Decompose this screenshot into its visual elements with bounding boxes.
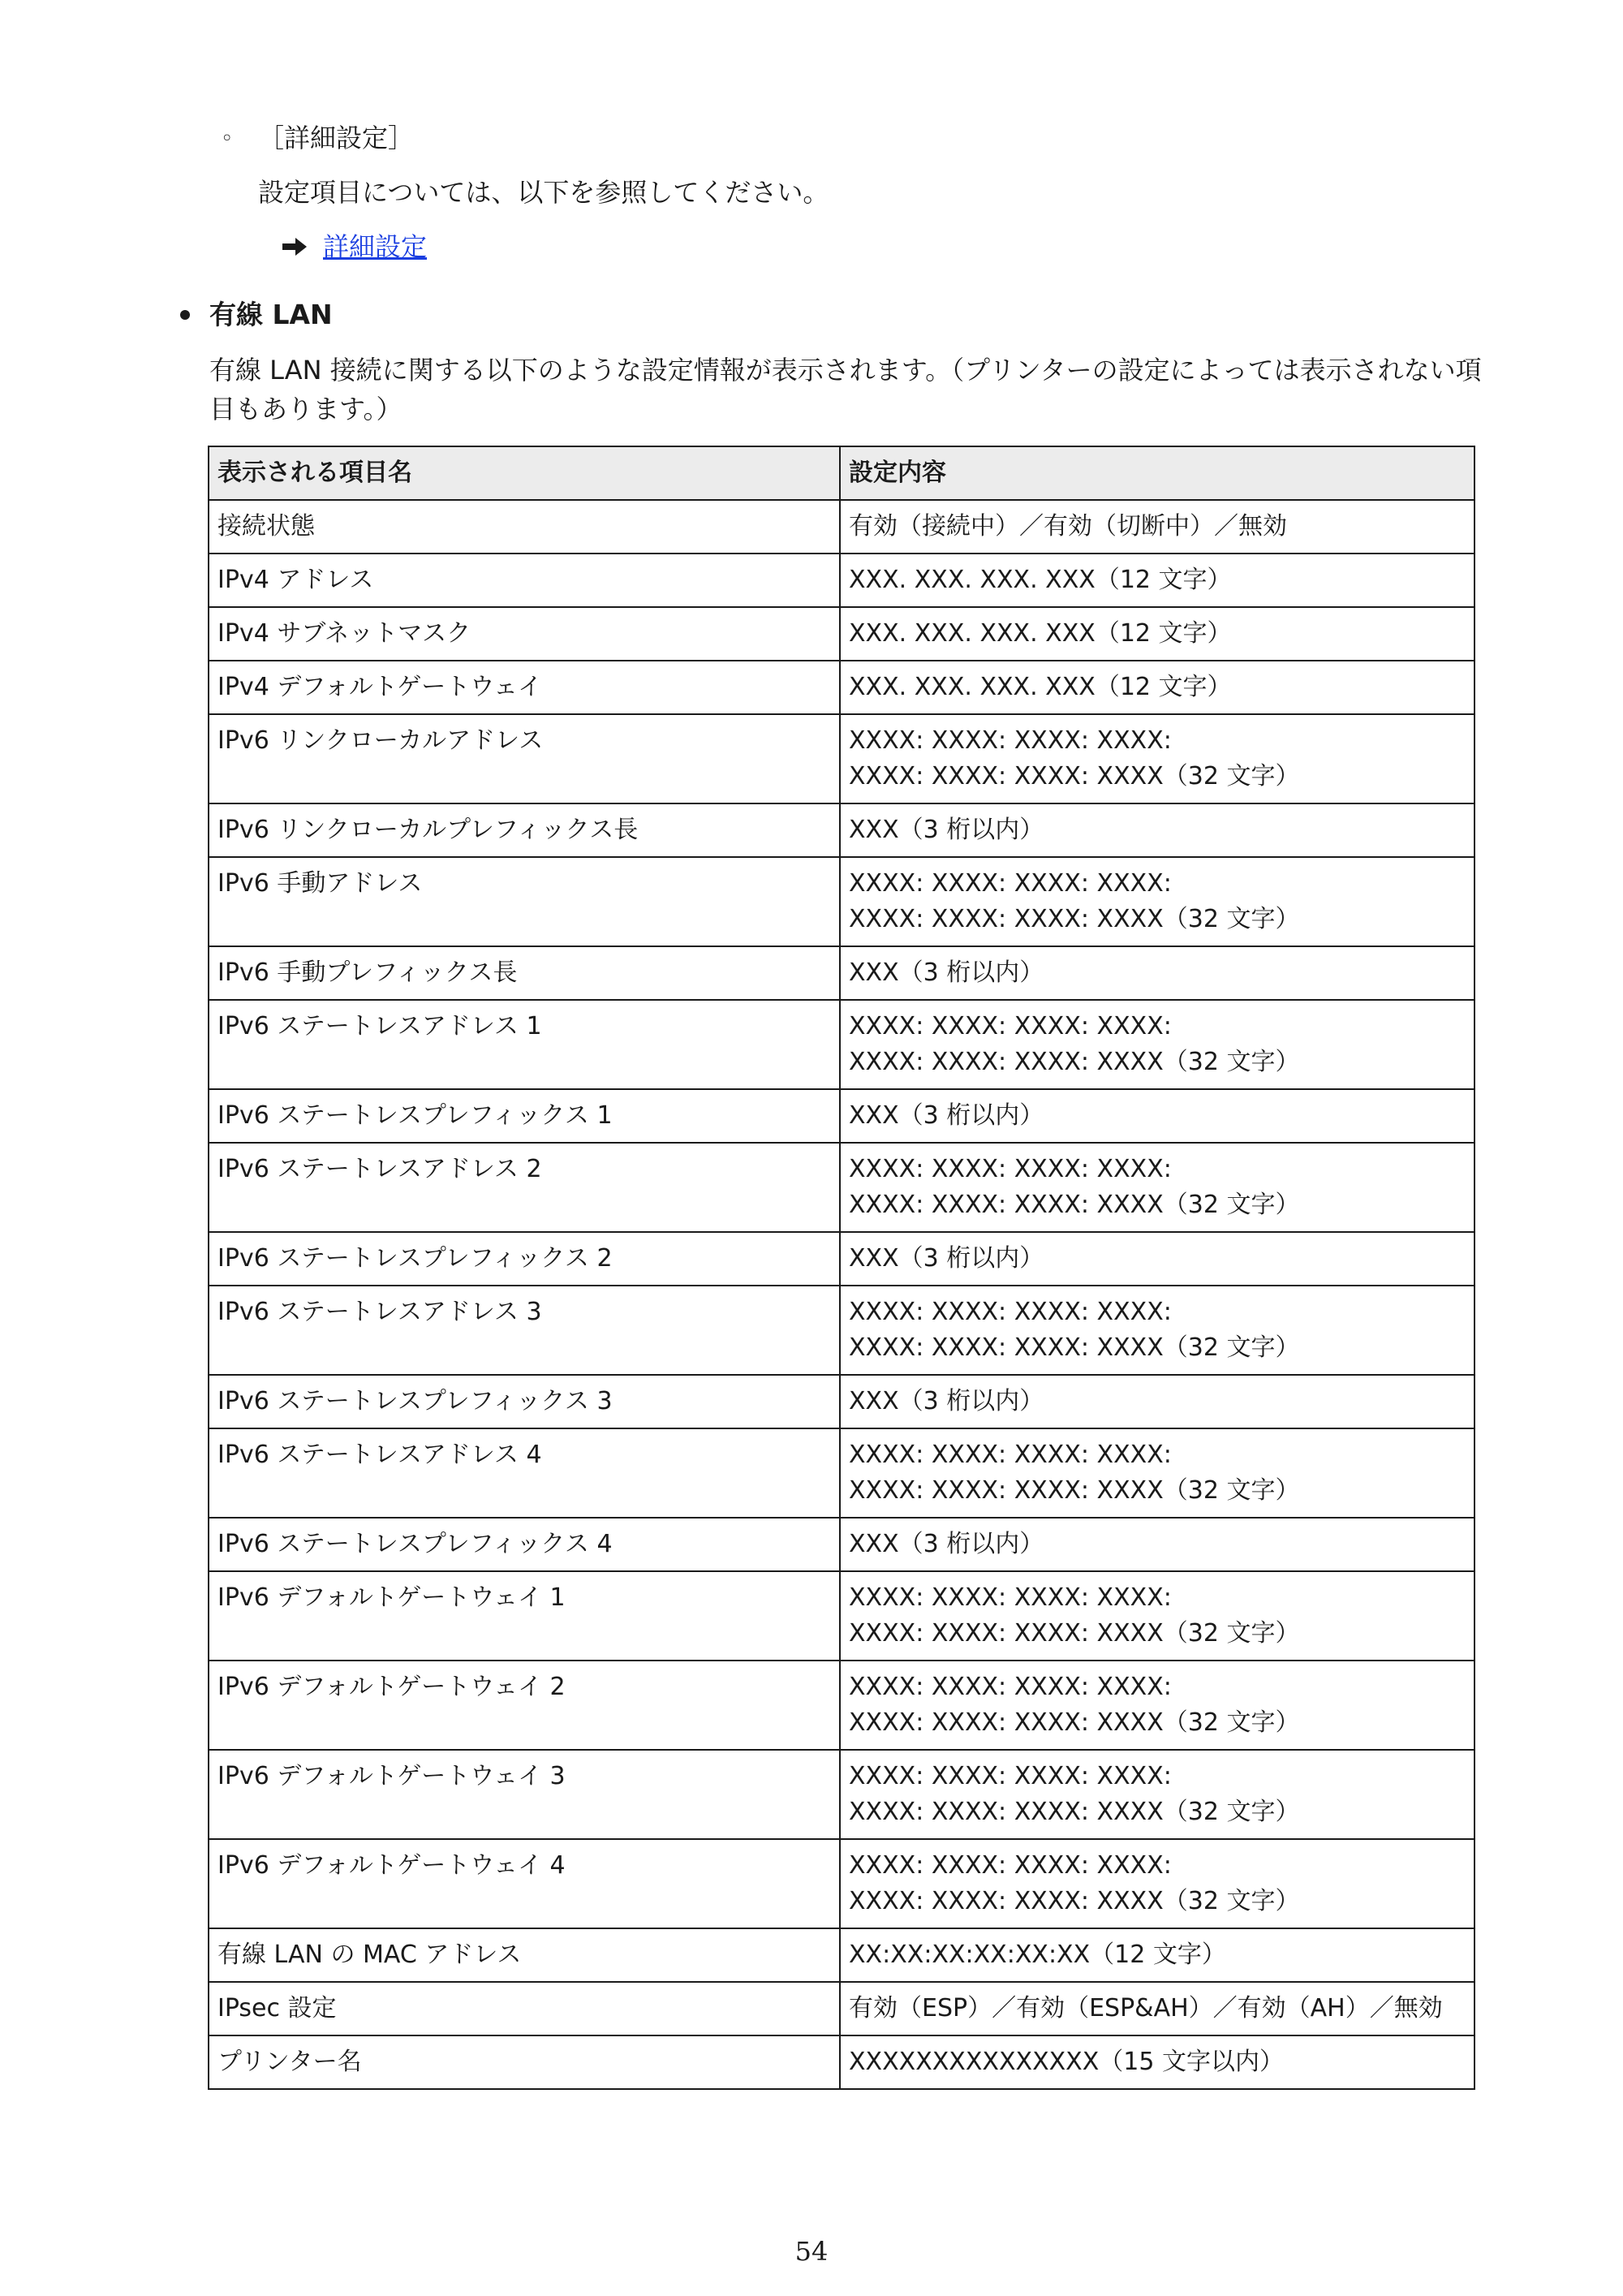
setting-value-cell: [840, 1000, 1474, 1089]
setting-value-line: XXXX: XXXX: XXXX: XXXX（32 文字）: [849, 1887, 1300, 1915]
table-row: [209, 1375, 1474, 1428]
setting-value-cell: [840, 1839, 1474, 1928]
header-setting-value: 設定内容: [840, 446, 1474, 500]
table-row: [209, 1571, 1474, 1661]
setting-value-cell: [840, 2035, 1474, 2089]
setting-value-line: XXXX: XXXX: XXXX: XXXX（32 文字）: [849, 1191, 1300, 1219]
table-row: [209, 500, 1474, 554]
setting-value-cell: [840, 1286, 1474, 1375]
setting-value-line: XXXX: XXXX: XXXX: XXXX（32 文字）: [849, 1476, 1300, 1505]
item-name-cell: IPv6 デフォルトゲートウェイ 2: [209, 1661, 840, 1750]
setting-value-cell: [840, 554, 1474, 607]
setting-value-cell: [840, 1518, 1474, 1571]
setting-value-cell: [840, 1375, 1474, 1428]
hollow-bullet-icon: ◦: [221, 127, 234, 151]
setting-value-line: XXXX: XXXX: XXXX: XXXX:: [849, 1762, 1172, 1790]
page-number: 54: [794, 2236, 829, 2267]
setting-value-cell: [840, 1928, 1474, 1982]
setting-value-cell: [840, 500, 1474, 554]
item-name-cell: IPv6 ステートレスプレフィックス 1: [209, 1089, 840, 1143]
table-row: [209, 803, 1474, 857]
advanced-settings-title: ［詳細設定］: [258, 123, 415, 153]
setting-value-line: XXXX: XXXX: XXXX: XXXX:: [849, 1583, 1172, 1612]
table-row: [209, 1000, 1474, 1089]
right-arrow-icon: [282, 238, 307, 256]
setting-value-cell: [840, 1571, 1474, 1661]
setting-value-line: XXX（3 桁以内）: [849, 958, 1044, 987]
settings-table: [208, 446, 1475, 2090]
setting-value-line: XXXX: XXXX: XXXX: XXXX（32 文字）: [849, 905, 1300, 933]
item-name-cell: IPv4 デフォルトゲートウェイ: [209, 661, 840, 714]
setting-value-line: XXXX: XXXX: XXXX: XXXX（32 文字）: [849, 1798, 1300, 1826]
setting-value-line: XXXX: XXXX: XXXX: XXXX（32 文字）: [849, 1048, 1300, 1076]
setting-value-line: XXX（3 桁以内）: [849, 1387, 1044, 1415]
advanced-settings-link[interactable]: 詳細設定: [323, 231, 428, 262]
table-row: [209, 2035, 1474, 2089]
setting-value-cell: [840, 1089, 1474, 1143]
table-row: [209, 661, 1474, 714]
setting-value-cell: [840, 1143, 1474, 1232]
bullet-icon: [180, 310, 190, 320]
table-row: [209, 1286, 1474, 1375]
setting-value-cell: [840, 1750, 1474, 1839]
reference-link-row: [282, 229, 427, 265]
item-name-cell: IPv6 手動プレフィックス長: [209, 946, 840, 1000]
item-name-cell: IPv4 アドレス: [209, 554, 840, 607]
setting-value-line: XXXX: XXXX: XXXX: XXXX:: [849, 1298, 1172, 1326]
advanced-settings-description: 設定項目については、以下を参照してください。: [258, 177, 829, 208]
table-row: [209, 1518, 1474, 1571]
item-name-cell: IPv6 デフォルトゲートウェイ 4: [209, 1839, 840, 1928]
setting-value-line: XXXX: XXXX: XXXX: XXXX:: [849, 1673, 1172, 1701]
setting-value-cell: [840, 1661, 1474, 1750]
item-name-cell: IPv6 ステートレスプレフィックス 3: [209, 1375, 840, 1428]
item-name-cell: プリンター名: [209, 2035, 840, 2089]
setting-value-cell: [840, 1428, 1474, 1518]
setting-value-line: XXX. XXX. XXX. XXX（12 文字）: [849, 566, 1232, 594]
table-row: [209, 714, 1474, 803]
setting-value-line: 有効（接続中）／有効（切断中）／無効: [849, 512, 1287, 541]
table-row: [209, 1928, 1474, 1982]
setting-value-line: XXX（3 桁以内）: [849, 816, 1044, 844]
item-name-cell: IPv6 ステートレスアドレス 2: [209, 1143, 840, 1232]
table-row: [209, 1232, 1474, 1286]
setting-value-cell: [840, 803, 1474, 857]
table-row: [209, 1089, 1474, 1143]
setting-value-line: XXXX: XXXX: XXXX: XXXX:: [849, 869, 1172, 898]
item-name-cell: IPv6 手動アドレス: [209, 857, 840, 946]
item-name-cell: IPv6 ステートレスアドレス 4: [209, 1428, 840, 1518]
setting-value-cell: [840, 1232, 1474, 1286]
item-name-cell: 有線 LAN の MAC アドレス: [209, 1928, 840, 1982]
setting-value-cell: [840, 1982, 1474, 2035]
table-row: [209, 1839, 1474, 1928]
setting-value-line: XXXX: XXXX: XXXX: XXXX:: [849, 726, 1172, 755]
header-item-name: 表示される項目名: [209, 446, 840, 500]
item-name-cell: 接続状態: [209, 500, 840, 554]
setting-value-line: XXX（3 桁以内）: [849, 1244, 1044, 1273]
item-name-cell: IPv6 リンクローカルプレフィックス長: [209, 803, 840, 857]
item-name-cell: IPv6 ステートレスプレフィックス 2: [209, 1232, 840, 1286]
advanced-settings-item: [221, 120, 414, 157]
item-name-cell: IPv4 サブネットマスク: [209, 607, 840, 661]
table-row: [209, 946, 1474, 1000]
table-header-row: [209, 446, 1474, 500]
item-name-cell: IPsec 設定: [209, 1982, 840, 2035]
item-name-cell: IPv6 リンクローカルアドレス: [209, 714, 840, 803]
setting-value-line: XXXX: XXXX: XXXX: XXXX（32 文字）: [849, 1708, 1300, 1737]
setting-value-cell: [840, 661, 1474, 714]
setting-value-cell: [840, 946, 1474, 1000]
table-row: [209, 1982, 1474, 2035]
section-description: 有線 LAN 接続に関する以下のような設定情報が表示されます。（プリンターの設定によっては表示されない項目もあります。）: [209, 355, 1482, 424]
section-title: 有線 LAN: [209, 299, 333, 330]
setting-value-line: XXXX: XXXX: XXXX: XXXX:: [849, 1155, 1172, 1183]
table-row: [209, 857, 1474, 946]
setting-value-line: XXXX: XXXX: XXXX: XXXX（32 文字）: [849, 762, 1300, 790]
setting-value-line: XXXXXXXXXXXXXXX（15 文字以内）: [849, 2048, 1284, 2076]
table-row: [209, 1143, 1474, 1232]
setting-value-cell: [840, 857, 1474, 946]
item-name-cell: IPv6 デフォルトゲートウェイ 1: [209, 1571, 840, 1661]
item-name-cell: IPv6 ステートレスアドレス 3: [209, 1286, 840, 1375]
item-name-cell: IPv6 デフォルトゲートウェイ 3: [209, 1750, 840, 1839]
setting-value-line: XXXX: XXXX: XXXX: XXXX:: [849, 1012, 1172, 1040]
setting-value-line: 有効（ESP）／有効（ESP&AH）／有効（AH）／無効: [849, 1994, 1443, 2022]
setting-value-cell: [840, 607, 1474, 661]
setting-value-line: XX:XX:XX:XX:XX:XX（12 文字）: [849, 1941, 1226, 1969]
table-row: [209, 607, 1474, 661]
setting-value-line: XXXX: XXXX: XXXX: XXXX:: [849, 1851, 1172, 1880]
setting-value-line: XXX（3 桁以内）: [849, 1101, 1044, 1130]
item-name-cell: IPv6 ステートレスプレフィックス 4: [209, 1518, 840, 1571]
section-heading: [180, 297, 333, 333]
table-row: [209, 554, 1474, 607]
setting-value-line: XXX. XXX. XXX. XXX（12 文字）: [849, 673, 1232, 701]
item-name-cell: IPv6 ステートレスアドレス 1: [209, 1000, 840, 1089]
table-row: [209, 1428, 1474, 1518]
setting-value-cell: [840, 714, 1474, 803]
setting-value-line: XXX（3 桁以内）: [849, 1530, 1044, 1558]
setting-value-line: XXX. XXX. XXX. XXX（12 文字）: [849, 619, 1232, 648]
table-row: [209, 1661, 1474, 1750]
table-body: [209, 500, 1474, 2089]
setting-value-line: XXXX: XXXX: XXXX: XXXX（32 文字）: [849, 1333, 1300, 1362]
setting-value-line: XXXX: XXXX: XXXX: XXXX（32 文字）: [849, 1619, 1300, 1648]
table-row: [209, 1750, 1474, 1839]
setting-value-line: XXXX: XXXX: XXXX: XXXX:: [849, 1441, 1172, 1469]
